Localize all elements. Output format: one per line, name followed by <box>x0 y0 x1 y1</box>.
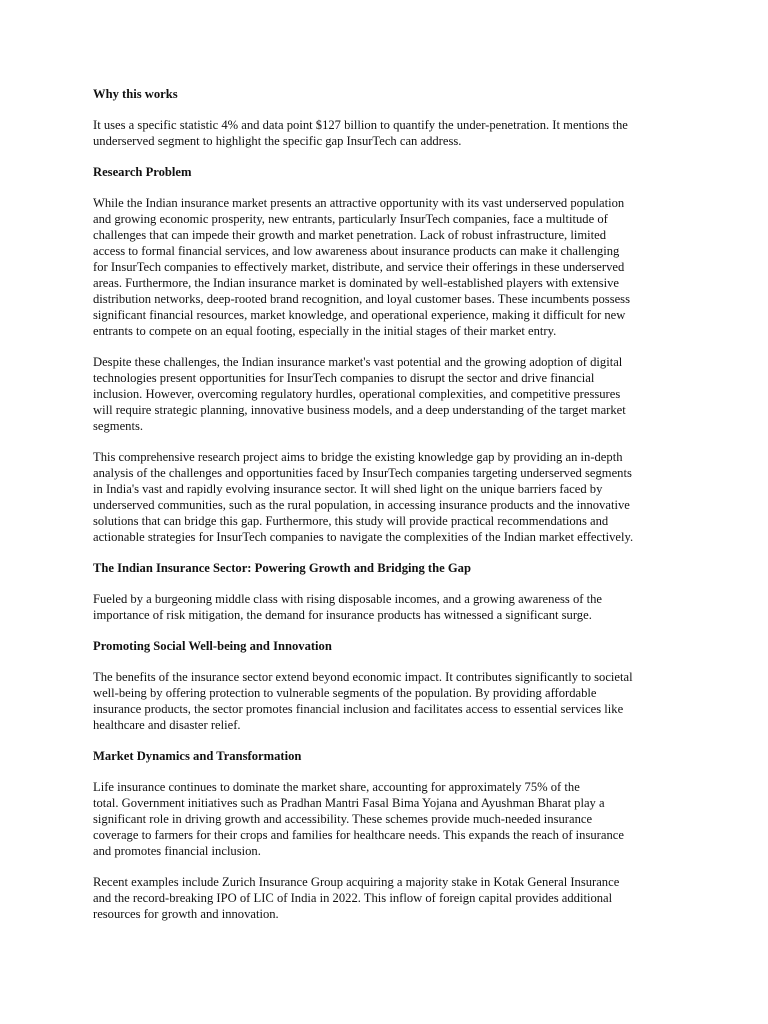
text-line: analysis of the challenges and opportunities faced by InsurTech companies targeting underserved segments <box>93 466 632 480</box>
text-line: underserved communities, such as the rural population, in accessing insurance products and the innovative <box>93 498 630 512</box>
text-line: technologies present opportunities for InsurTech companies to disrupt the sector and drive financial <box>93 371 595 385</box>
body-paragraph <box>93 669 683 733</box>
text-line: significant role in driving growth and accessibility. These schemes provide much-needed insurance <box>93 812 593 826</box>
body-paragraph <box>93 354 683 434</box>
text-line: distribution networks, deep-rooted brand recognition, and loyal customer bases. These incumbents possess <box>93 292 630 306</box>
text-line: This comprehensive research project aims to bridge the existing knowledge gap by providing an in-depth <box>93 450 623 464</box>
text-line: will require strategic planning, innovative business models, and a deep understanding of the target market <box>93 403 626 417</box>
text-line: and the record-breaking IPO of LIC of India in 2022. This inflow of foreign capital provides additional <box>93 891 613 905</box>
text-line: access to formal financial services, and low awareness about insurance products can make it challenging <box>93 244 620 258</box>
section-heading: Research Problem <box>93 165 192 179</box>
body-paragraph <box>93 874 683 922</box>
body-paragraph <box>93 195 683 339</box>
text-line: segments. <box>93 419 144 433</box>
document-page <box>93 86 683 937</box>
text-line: entrants to compete on an equal footing, especially in the initial stages of their market entry. <box>93 324 557 338</box>
text-line: It uses a specific statistic 4% and data point $127 billion to quantify the under-penetration. It mentions the <box>93 118 628 132</box>
body-paragraph <box>93 449 683 545</box>
text-line: healthcare and disaster relief. <box>93 718 241 732</box>
text-line: Fueled by a burgeoning middle class with rising disposable incomes, and a growing awareness of the <box>93 592 603 606</box>
text-line: well-being by offering protection to vulnerable segments of the population. By providing affordable <box>93 686 597 700</box>
text-line: challenges that can impede their growth and market penetration. Lack of robust infrastructure, limited <box>93 228 607 242</box>
text-line: areas. Furthermore, the Indian insurance market is dominated by well-established players with extensive <box>93 276 619 290</box>
text-line: The benefits of the insurance sector extend beyond economic impact. It contributes significantly to societal <box>93 670 633 684</box>
text-line: Despite these challenges, the Indian insurance market's vast potential and the growing adoption of digital <box>93 355 623 369</box>
text-line: coverage to farmers for their crops and families for healthcare needs. This expands the reach of insurance <box>93 828 624 842</box>
text-line: underserved segment to highlight the specific gap InsurTech can address. <box>93 134 462 148</box>
text-line: solutions that can bridge this gap. Furthermore, this study will provide practical recommendations and <box>93 514 609 528</box>
body-paragraph <box>93 117 683 149</box>
text-line: significant financial resources, market knowledge, and operational experience, making it difficult for new <box>93 308 626 322</box>
text-line: Life insurance continues to dominate the market share, accounting for approximately 75% of the <box>93 780 580 794</box>
text-line: total. Government initiatives such as Pradhan Mantri Fasal Bima Yojana and Ayushman Bharat play a <box>93 796 605 810</box>
text-line: in India's vast and rapidly evolving insurance sector. It will shed light on the unique barriers faced by <box>93 482 603 496</box>
text-line: Recent examples include Zurich Insurance Group acquiring a majority stake in Kotak General Insurance <box>93 875 620 889</box>
text-line: and promotes financial inclusion. <box>93 844 261 858</box>
text-line: resources for growth and innovation. <box>93 907 279 921</box>
text-line: inclusion. However, overcoming regulatory hurdles, operational complexities, and competitive pressures <box>93 387 621 401</box>
section-heading: Why this works <box>93 87 178 101</box>
section-heading: Promoting Social Well-being and Innovation <box>93 639 332 653</box>
text-line: for InsurTech companies to effectively market, distribute, and service their offerings in these underserved <box>93 260 625 274</box>
section-heading: Market Dynamics and Transformation <box>93 749 302 763</box>
text-line: While the Indian insurance market presents an attractive opportunity with its vast underserved population <box>93 196 625 210</box>
body-paragraph <box>93 779 683 859</box>
body-paragraph <box>93 591 683 623</box>
text-line: actionable strategies for InsurTech companies to navigate the complexities of the Indian market effectively. <box>93 530 634 544</box>
text-line: and growing economic prosperity, new entrants, particularly InsurTech companies, face a multitude of <box>93 212 608 226</box>
section-heading: The Indian Insurance Sector: Powering Growth and Bridging the Gap <box>93 561 471 575</box>
text-line: importance of risk mitigation, the demand for insurance products has witnessed a significant surge. <box>93 608 592 622</box>
text-line: insurance products, the sector promotes financial inclusion and facilitates access to essential services like <box>93 702 624 716</box>
